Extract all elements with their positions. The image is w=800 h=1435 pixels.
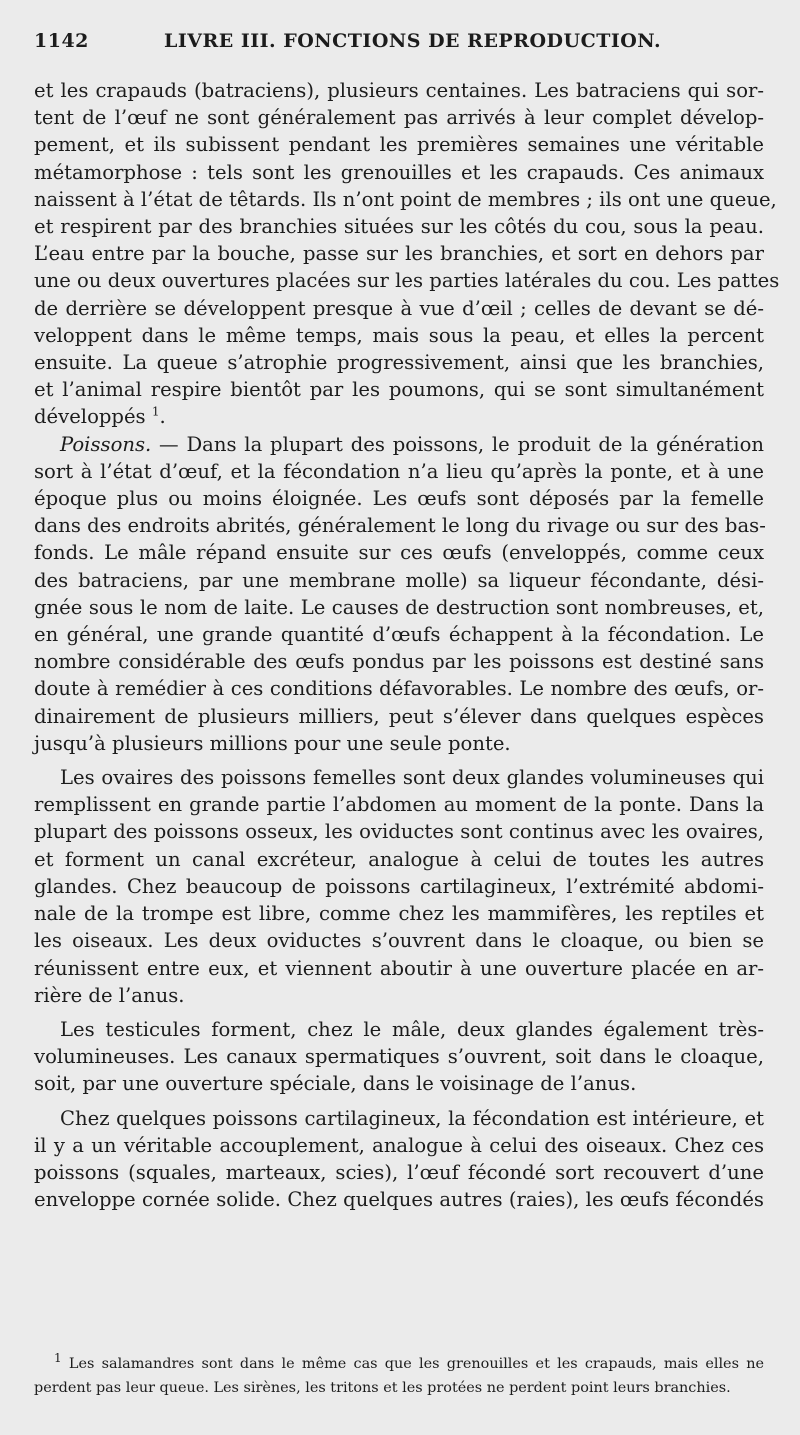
text-line: en général, une grande quantité d’œufs échappent à la fécondation. Le [34,623,764,647]
text-line: soit, par une ouverture spéciale, dans le voisinage de l’anus. [34,1072,637,1096]
text-line: et respirent par des branchies situées sur les côtés du cou, sous la peau. [34,215,764,239]
footnote-line: perdent pas leur queue. Les sirènes, les tritons et les protées ne perdent point leurs branchies. [34,1380,731,1396]
text-line: plupart des poissons osseux, les oviductes sont continus avec les ovaires, [34,820,764,844]
text-line: poissons (squales, marteaux, scies), l’œuf fécondé sort recouvert d’une [34,1160,764,1184]
text-line: des batraciens, par une membrane molle) sa liqueur fécondante, dési- [34,568,764,592]
text-line: doute à remédier à ces conditions défavorables. Le nombre des œufs, or- [34,677,764,701]
text-line: pement, et ils subissent pendant les premières semaines une véritable [34,133,764,157]
text-line: ensuite. La queue s’atrophie progressivement, ainsi que les branchies, [34,351,764,375]
text-line: Chez quelques poissons cartilagineux, la fécondation est intérieure, et [60,1106,764,1130]
footnote-line [34,1352,764,1376]
paragraph-batraciens [34,77,780,431]
body-text [34,77,780,1213]
text-fragment: développés [34,405,146,429]
paragraph-testicules [34,1016,764,1098]
text-line: il y a un véritable accouplement, analogue à celui des oiseaux. Chez ces [34,1133,764,1157]
footnote-mark: 1 [54,1351,62,1366]
text-line: veloppent dans le même temps, mais sous la peau, et elles la percent [34,323,764,347]
text-line: Les testicules forment, chez le mâle, deux glandes également très- [60,1017,764,1041]
text-line: tent de l’œuf ne sont généralement pas arrivés à leur complet dévelop- [34,106,764,130]
section-label: Poissons. [60,432,152,456]
text-line [34,403,764,430]
text-line: sort à l’état d’œuf, et la fécondation n’a lieu qu’après la ponte, et à une [34,459,764,483]
text-line: et les crapauds (batraciens), plusieurs centaines. Les batraciens qui sor- [34,79,764,102]
text-line: volumineuses. Les canaux spermatiques s’ouvrent, soit dans le cloaque, [34,1045,764,1069]
footnote [34,1352,764,1400]
text-fragment: . [159,405,166,429]
text-line: remplissent en grande partie l’abdomen au moment de la ponte. Dans la [34,793,764,817]
text-line: nombre considérable des œufs pondus par les poissons est destiné sans [34,650,764,674]
text-line: époque plus ou moins éloignée. Les œufs sont déposés par la femelle [34,487,764,511]
text-fragment: Les salamandres sont dans le même cas que les grenouilles et les crapauds, mais elles ne [68,1356,764,1372]
page-number: 1142 [34,30,89,52]
text-line: de derrière se développent presque à vue d’œil ; celles de devant se dé- [34,296,764,320]
footnote-reference[interactable]: 1 [151,404,160,419]
text-line: dinairement de plusieurs milliers, peut s’élever dans quelques espèces [34,704,764,728]
text-line: nale de la trompe est libre, comme chez les mammifères, les reptiles et [34,902,764,926]
running-title: LIVRE III. FONCTIONS DE REPRODUCTION. [164,30,662,52]
text-line: réunissent entre eux, et viennent aboutir à une ouverture placée en ar- [34,956,764,980]
text-line: naissent à l’état de têtards. Ils n’ont point de membres ; ils ont une queue, [34,187,777,211]
text-line [34,431,764,458]
text-line: glandes. Chez beaucoup de poissons cartilagineux, l’extrémité abdomi- [34,874,764,898]
text-line: enveloppe cornée solide. Chez quelques autres (raies), les œufs fécondés [34,1188,764,1212]
text-line: et forment un canal excréteur, analogue à celui de toutes les autres [34,847,764,871]
paragraph-ovaires [34,764,764,1009]
text-line: les oiseaux. Les deux oviductes s’ouvrent dans le cloaque, ou bien se [34,929,764,953]
text-line: gnée sous le nom de laite. Le causes de destruction sont nombreuses, et, [34,595,764,619]
text-line: Les ovaires des poissons femelles sont deux glandes volumineuses qui [60,766,764,790]
text-line: dans des endroits abrités, généralement le long du rivage ou sur des bas- [34,514,766,538]
text-fragment: — Dans la plupart des poissons, le produit de la génération [151,432,764,456]
paragraph-cartilagineux [34,1105,764,1214]
paragraph-poissons [34,431,764,757]
text-line: et l’animal respire bientôt par les poumons, qui se sont simultanément [34,378,764,402]
text-line: L’eau entre par la bouche, passe sur les branchies, et sort en dehors par [34,242,764,266]
text-line: rière de l’anus. [34,983,185,1007]
text-line: fonds. Le mâle répand ensuite sur ces œufs (enveloppés, comme ceux [34,541,764,565]
page-header [34,30,764,64]
text-line: métamorphose : tels sont les grenouilles et les crapauds. Ces animaux [34,160,764,184]
text-line: jusqu’à plusieurs millions pour une seule ponte. [34,731,511,755]
text-line: une ou deux ouvertures placées sur les parties latérales du cou. Les pattes [34,269,780,293]
